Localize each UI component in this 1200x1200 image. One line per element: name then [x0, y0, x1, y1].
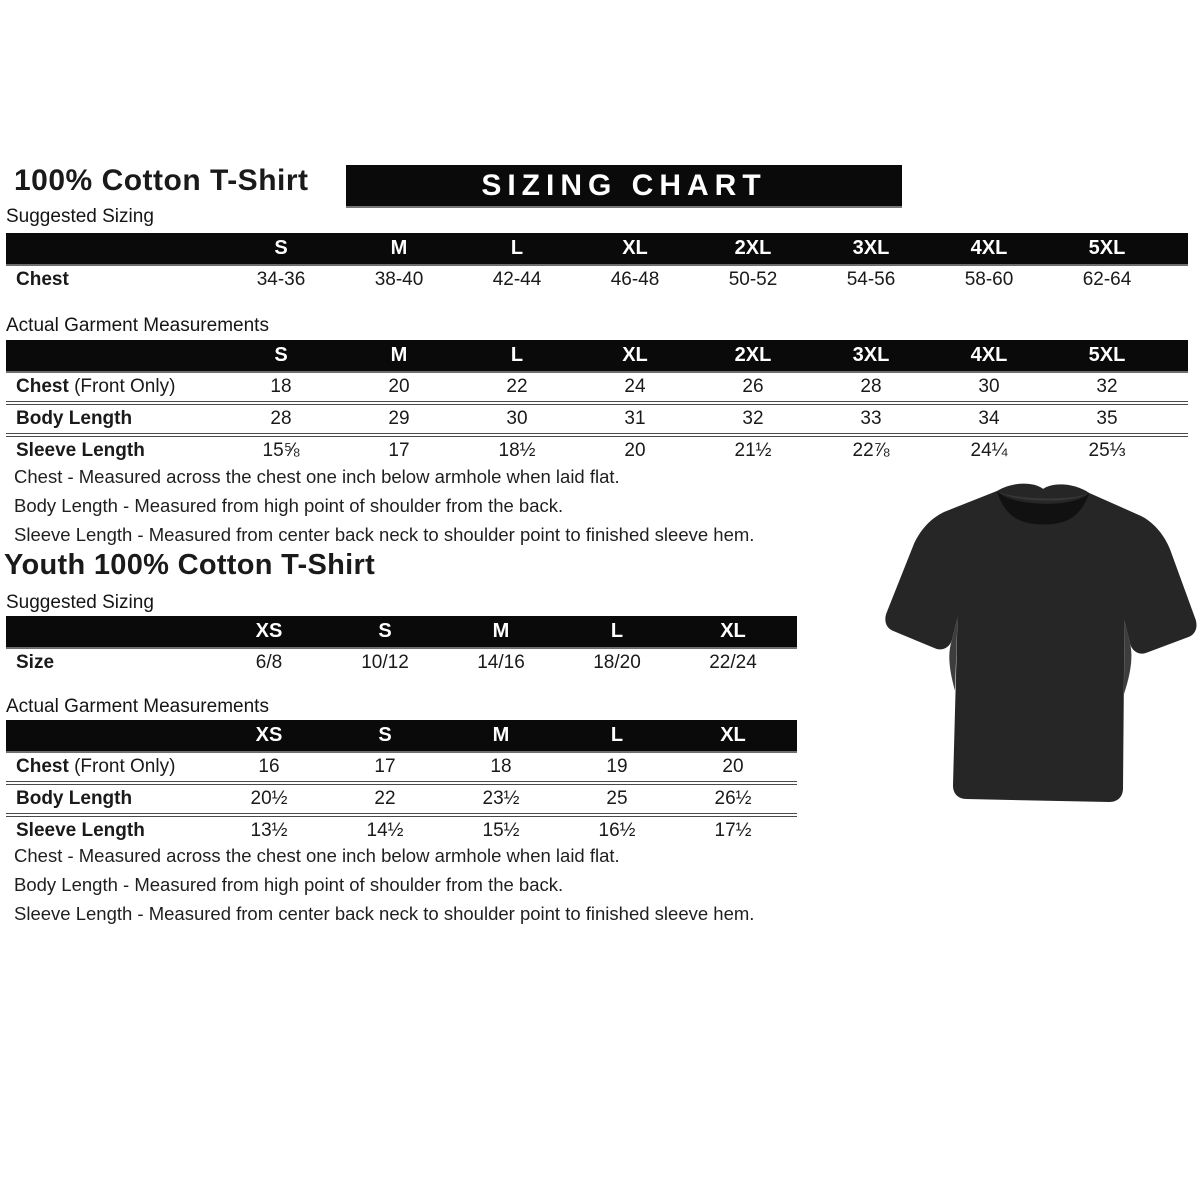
- header-cell: M: [390, 237, 408, 259]
- table-row: [6, 373, 1188, 401]
- table-row: [6, 781, 797, 813]
- value-cell: 32: [742, 408, 764, 429]
- value-cell: 13½: [250, 820, 288, 841]
- note-chest: Chest - Measured across the chest one inch below armhole when laid flat.: [14, 845, 620, 866]
- adult-suggested-sizing-table: [6, 233, 1188, 294]
- note-body-length: Body Length - Measured from high point of shoulder from the back.: [14, 495, 564, 516]
- table-header-row: [6, 233, 1188, 266]
- value-cell: 17: [388, 440, 410, 461]
- value-cell: 25⅓: [1088, 440, 1126, 461]
- table-row: [6, 649, 797, 677]
- value-cell: 22: [374, 788, 396, 809]
- header-cell: 2XL: [734, 344, 772, 366]
- value-cell: 6/8: [255, 652, 283, 673]
- table-row: [6, 433, 1188, 465]
- header-cell: XL: [622, 344, 648, 366]
- adult-measurement-notes: [14, 462, 754, 549]
- header-cell: M: [390, 344, 408, 366]
- value-cell: 62-64: [1082, 269, 1132, 290]
- header-cell: L: [610, 620, 624, 642]
- header-cell: 4XL: [970, 237, 1008, 259]
- row-label: Chest (Front Only): [16, 376, 176, 397]
- header-cell: XL: [622, 237, 648, 259]
- header-cell: XS: [255, 620, 283, 642]
- note-body-length: Body Length - Measured from high point of shoulder from the back.: [14, 874, 564, 895]
- value-cell: 28: [270, 408, 292, 429]
- table-header-row: [6, 616, 797, 649]
- note-sleeve-length: Sleeve Length - Measured from center back neck to shoulder point to finished sleeve hem.: [14, 524, 755, 545]
- value-cell: 18: [270, 376, 292, 397]
- row-label: Sleeve Length: [16, 440, 145, 461]
- header-cell: M: [492, 620, 510, 642]
- row-label: Chest (Front Only): [16, 756, 176, 777]
- value-cell: 38-40: [374, 269, 424, 290]
- tshirt-image: [882, 472, 1198, 810]
- table-header-row: [6, 340, 1188, 373]
- header-cell: M: [492, 724, 510, 746]
- value-cell: 22⅞: [852, 440, 890, 461]
- value-cell: 50-52: [728, 269, 778, 290]
- value-cell: 20: [388, 376, 410, 397]
- header-cell: XL: [720, 620, 746, 642]
- table-row: [6, 266, 1188, 294]
- value-cell: 31: [624, 408, 646, 429]
- value-cell: 26: [742, 376, 764, 397]
- value-cell: 16: [258, 756, 280, 777]
- header-cell: 5XL: [1088, 344, 1126, 366]
- value-cell: 15½: [482, 820, 520, 841]
- value-cell: 15⅝: [262, 440, 300, 461]
- value-cell: 34-36: [256, 269, 306, 290]
- note-chest: Chest - Measured across the chest one inch below armhole when laid flat.: [14, 466, 620, 487]
- adult-actual-measurements-table: [6, 340, 1188, 465]
- value-cell: 54-56: [846, 269, 896, 290]
- header-cell: S: [274, 344, 288, 366]
- table-header-row: [6, 720, 797, 753]
- value-cell: 18/20: [593, 652, 641, 673]
- value-cell: 17: [374, 756, 396, 777]
- value-cell: 35: [1096, 408, 1118, 429]
- header-cell: 4XL: [970, 344, 1008, 366]
- header-cell: L: [510, 344, 524, 366]
- row-label: Body Length: [16, 788, 133, 809]
- youth-actual-measurements-label: Actual Garment Measurements: [6, 696, 269, 717]
- header-cell: L: [510, 237, 524, 259]
- header-cell: 3XL: [852, 237, 890, 259]
- value-cell: 26½: [714, 788, 752, 809]
- youth-section-title: Youth 100% Cotton T-Shirt: [4, 549, 376, 581]
- value-cell: 32: [1096, 376, 1118, 397]
- tshirt-icon: [878, 469, 1200, 814]
- value-cell: 20: [624, 440, 646, 461]
- note-sleeve-length: Sleeve Length - Measured from center back neck to shoulder point to finished sleeve hem.: [14, 903, 755, 924]
- header-cell: S: [274, 237, 288, 259]
- value-cell: 18½: [498, 440, 536, 461]
- header-cell: 3XL: [852, 344, 890, 366]
- sizing-chart-banner: SIZING CHART: [346, 165, 902, 206]
- value-cell: 42-44: [492, 269, 542, 290]
- value-cell: 22: [506, 376, 528, 397]
- row-label: Chest: [16, 269, 69, 290]
- page-title: 100% Cotton T-Shirt: [14, 164, 309, 197]
- value-cell: 10/12: [361, 652, 409, 673]
- header-cell: 5XL: [1088, 237, 1126, 259]
- value-cell: 20: [722, 756, 744, 777]
- value-cell: 33: [860, 408, 882, 429]
- table-row: [6, 401, 1188, 433]
- youth-actual-measurements-table: [6, 720, 797, 845]
- value-cell: 25: [606, 788, 628, 809]
- header-cell: S: [378, 620, 392, 642]
- value-cell: 23½: [482, 788, 520, 809]
- header-cell: S: [378, 724, 392, 746]
- header-cell: L: [610, 724, 624, 746]
- header-cell: XS: [255, 724, 283, 746]
- value-cell: 22/24: [709, 652, 757, 673]
- adult-suggested-sizing-label: Suggested Sizing: [6, 206, 154, 227]
- value-cell: 14½: [366, 820, 404, 841]
- value-cell: 21½: [734, 440, 772, 461]
- value-cell: 58-60: [964, 269, 1014, 290]
- youth-measurement-notes: [14, 841, 754, 928]
- youth-suggested-sizing-label: Suggested Sizing: [6, 592, 154, 613]
- value-cell: 30: [506, 408, 528, 429]
- row-label: Sleeve Length: [16, 820, 145, 841]
- value-cell: 19: [606, 756, 628, 777]
- header-cell: XL: [720, 724, 746, 746]
- value-cell: 14/16: [477, 652, 525, 673]
- value-cell: 46-48: [610, 269, 660, 290]
- youth-suggested-sizing-table: [6, 616, 797, 677]
- value-cell: 30: [978, 376, 1000, 397]
- value-cell: 20½: [250, 788, 288, 809]
- value-cell: 17½: [714, 820, 752, 841]
- row-label: Body Length: [16, 408, 133, 429]
- adult-actual-measurements-label: Actual Garment Measurements: [6, 315, 269, 336]
- table-row: [6, 753, 797, 781]
- value-cell: 24: [624, 376, 646, 397]
- value-cell: 29: [388, 408, 410, 429]
- value-cell: 18: [490, 756, 512, 777]
- row-label: Size: [16, 652, 55, 673]
- value-cell: 28: [860, 376, 882, 397]
- value-cell: 16½: [598, 820, 636, 841]
- header-cell: 2XL: [734, 237, 772, 259]
- value-cell: 24¼: [970, 440, 1008, 461]
- value-cell: 34: [978, 408, 1000, 429]
